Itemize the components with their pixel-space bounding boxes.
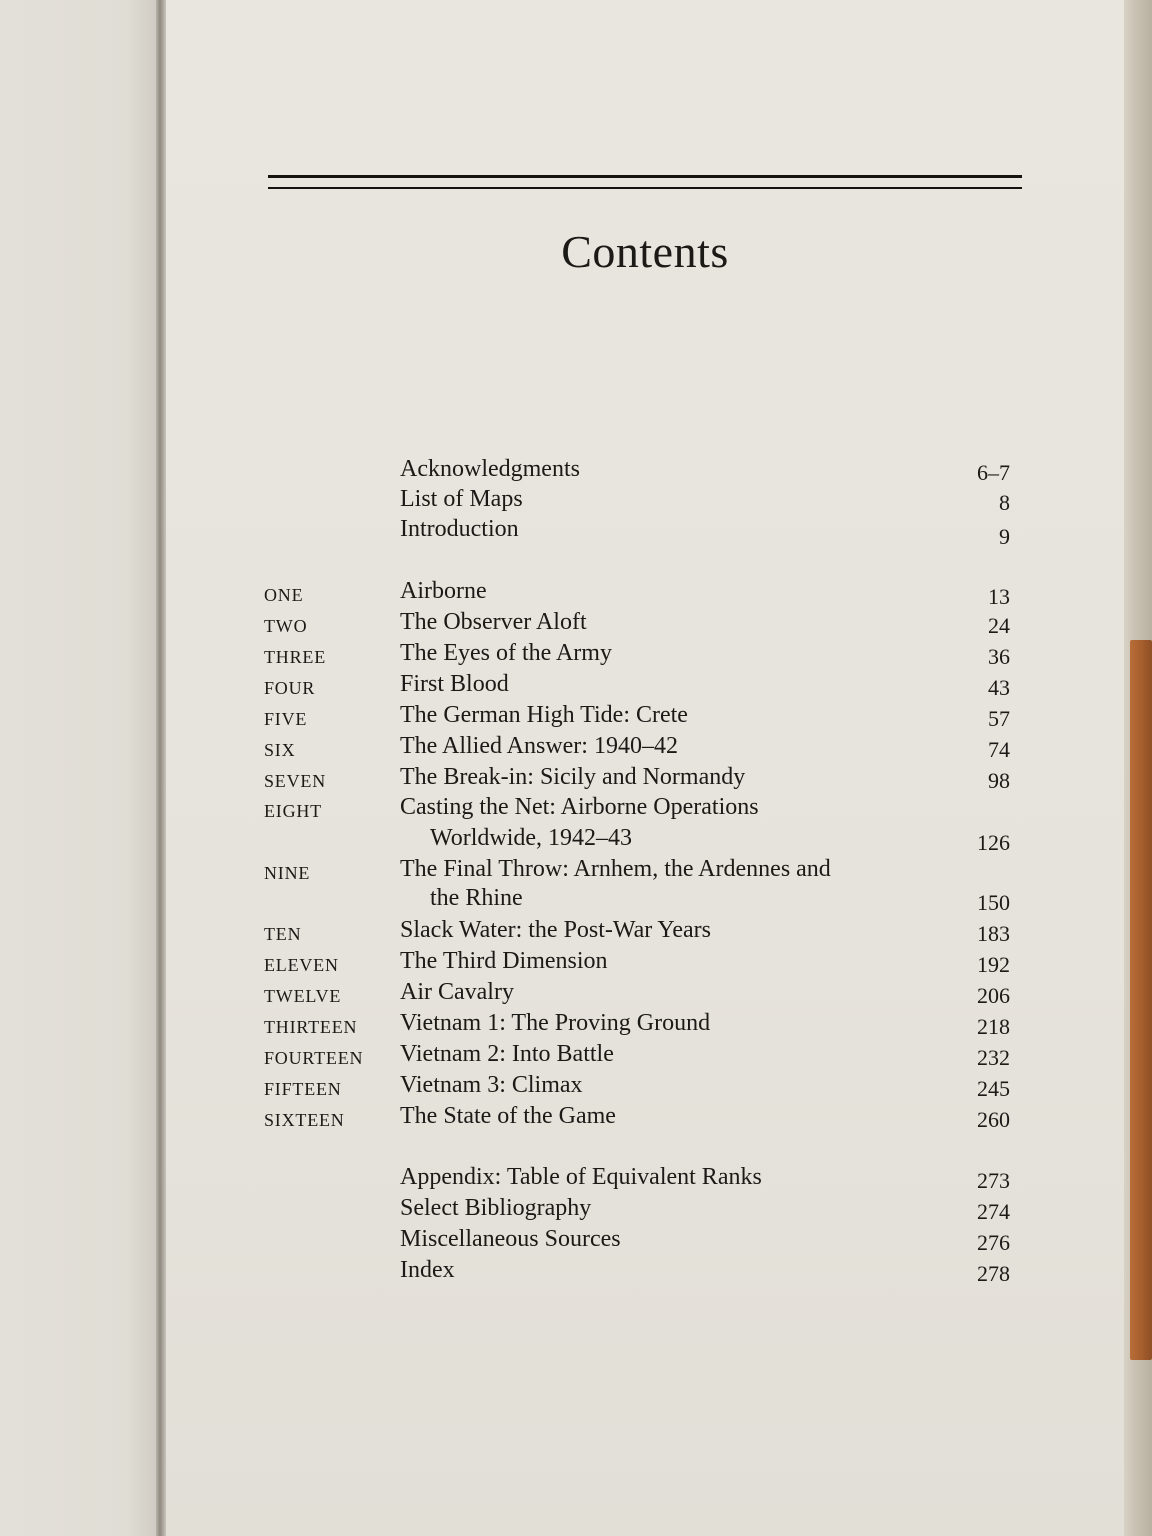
- entry-title: Vietnam 1: The Proving Ground: [400, 1010, 711, 1036]
- toc-entry-introduction: [0, 514, 1152, 549]
- page-number: 36: [988, 644, 1010, 669]
- entry-title: The Third Dimension: [400, 948, 608, 974]
- toc-chapter-12: [0, 977, 1152, 1007]
- chapter-label: SIX: [264, 740, 296, 760]
- chapter-label: TWO: [264, 616, 308, 636]
- page-number: 206: [977, 983, 1010, 1008]
- entry-title: List of Maps: [400, 486, 523, 512]
- entry-title: First Blood: [400, 671, 509, 697]
- chapter-label: ONE: [264, 585, 304, 605]
- page-number: 57: [988, 706, 1010, 731]
- toc-chapter-15: [0, 1070, 1152, 1100]
- entry-title: Vietnam 3: Climax: [400, 1072, 583, 1098]
- toc-chapter-9: [0, 854, 1152, 914]
- page-number: 6–7: [977, 460, 1010, 485]
- entry-title: Index: [400, 1257, 455, 1283]
- toc-chapter-2: [0, 607, 1152, 637]
- entry-title: Miscellaneous Sources: [400, 1226, 621, 1252]
- entry-title: The Break-in: Sicily and Normandy: [400, 764, 746, 790]
- page-number: 274: [977, 1199, 1010, 1224]
- page-number: 13: [988, 584, 1010, 609]
- chapter-label: TEN: [264, 924, 302, 944]
- entry-title-continuation: the Rhine: [430, 885, 523, 911]
- toc-chapter-5: [0, 700, 1152, 730]
- toc-chapter-13: [0, 1008, 1152, 1038]
- entry-title: The Eyes of the Army: [400, 640, 612, 666]
- chapter-label: THREE: [264, 647, 326, 667]
- page-number: 150: [977, 890, 1010, 915]
- page-number: 232: [977, 1045, 1010, 1070]
- page-number: 192: [977, 952, 1010, 977]
- page-number: 126: [977, 830, 1010, 855]
- header-rule-thin: [268, 187, 1022, 189]
- page-number: 74: [988, 737, 1010, 762]
- entry-title: Air Cavalry: [400, 979, 514, 1005]
- toc-chapter-6: [0, 731, 1152, 761]
- chapter-label: EIGHT: [264, 801, 322, 821]
- entry-title: Slack Water: the Post-War Years: [400, 917, 711, 943]
- page-number: 273: [977, 1168, 1010, 1193]
- chapter-label: SIXTEEN: [264, 1110, 345, 1130]
- toc-chapter-1: [0, 576, 1152, 609]
- page-number: 278: [977, 1261, 1010, 1286]
- toc-entry-bibliography: [0, 1193, 1152, 1223]
- entry-title: Select Bibliography: [400, 1195, 592, 1221]
- page-number: 183: [977, 921, 1010, 946]
- entry-title: Airborne: [400, 578, 487, 604]
- page-number: 98: [988, 768, 1010, 793]
- toc-chapter-7: [0, 762, 1152, 792]
- entry-title: Acknowledgments: [400, 456, 580, 482]
- chapter-label: FOURTEEN: [264, 1048, 364, 1068]
- toc-chapter-4: [0, 669, 1152, 699]
- page-number: 260: [977, 1107, 1010, 1132]
- chapter-label: SEVEN: [264, 771, 326, 791]
- chapter-label: TWELVE: [264, 986, 342, 1006]
- toc-entry-acknowledgments: [0, 454, 1152, 484]
- toc-chapter-10: [0, 915, 1152, 945]
- entry-title: The Observer Aloft: [400, 609, 587, 635]
- page-number: 245: [977, 1076, 1010, 1101]
- toc-chapter-8: [0, 792, 1152, 855]
- entry-title: The German High Tide: Crete: [400, 702, 688, 728]
- chapter-label: FIVE: [264, 709, 308, 729]
- toc-chapter-3: [0, 638, 1152, 668]
- chapter-label: NINE: [264, 863, 311, 883]
- chapter-label: THIRTEEN: [264, 1017, 358, 1037]
- toc-entry-index: [0, 1255, 1152, 1285]
- chapter-label: ELEVEN: [264, 955, 339, 975]
- toc-chapter-16: [0, 1101, 1152, 1131]
- entry-title-continuation: Worldwide, 1942–43: [430, 825, 633, 851]
- entry-title: Casting the Net: Airborne Operations: [400, 794, 759, 820]
- toc-entry-misc-sources: [0, 1224, 1152, 1254]
- toc-chapter-11: [0, 946, 1152, 976]
- entry-title: Appendix: Table of Equivalent Ranks: [400, 1164, 762, 1190]
- entry-title: The Allied Answer: 1940–42: [400, 733, 678, 759]
- page-number: 218: [977, 1014, 1010, 1039]
- toc-chapter-14: [0, 1039, 1152, 1069]
- page-number: 24: [988, 613, 1010, 638]
- chapter-label: FOUR: [264, 678, 316, 698]
- page-number: 8: [999, 490, 1010, 515]
- page-title: Contents: [561, 226, 729, 277]
- chapter-label: FIFTEEN: [264, 1079, 342, 1099]
- entry-title: Introduction: [400, 516, 519, 542]
- entry-title: The State of the Game: [400, 1103, 616, 1129]
- toc-entry-list-of-maps: [0, 484, 1152, 514]
- header-rule-thick: [268, 175, 1022, 178]
- entry-title: Vietnam 2: Into Battle: [400, 1041, 614, 1067]
- page-number: 9: [999, 524, 1010, 549]
- entry-title: The Final Throw: Arnhem, the Ardennes and: [400, 856, 831, 882]
- page-number: 43: [988, 675, 1010, 700]
- page-number: 276: [977, 1230, 1010, 1255]
- toc-entry-appendix: [0, 1162, 1152, 1192]
